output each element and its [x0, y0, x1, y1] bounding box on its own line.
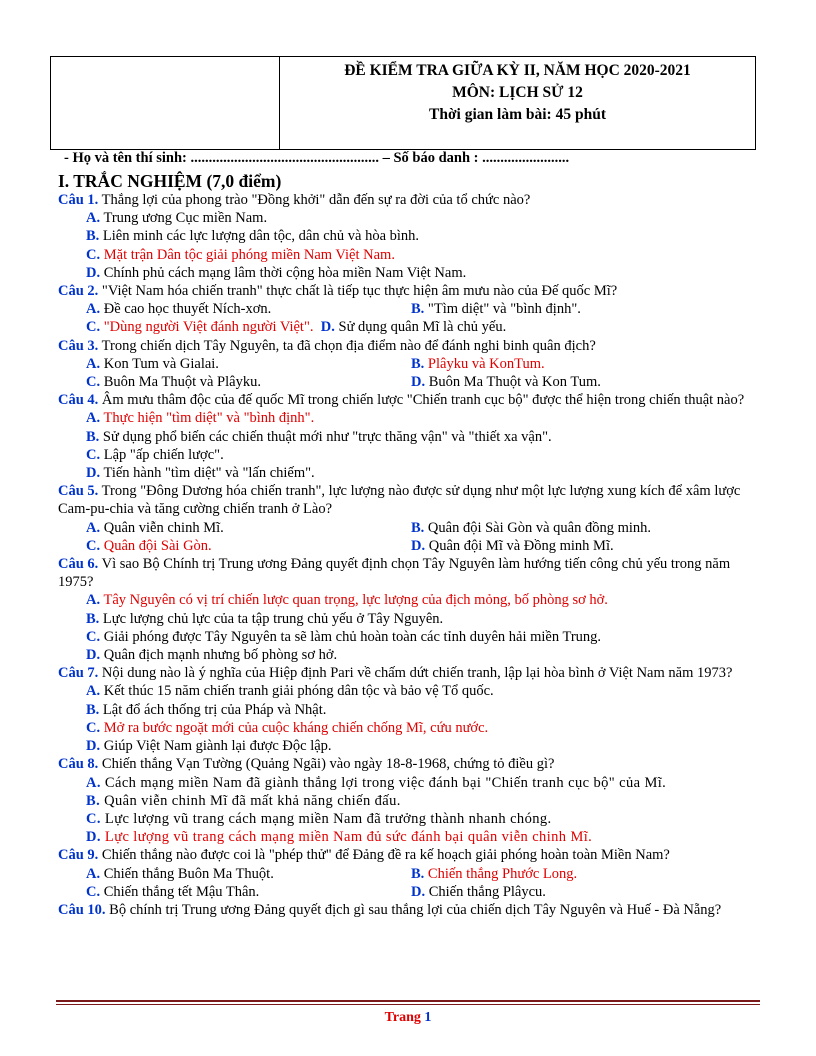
question-text: "Việt Nam hóa chiến tranh" thực chất là tiếp tục thực hiện âm mưu nào của Đế quốc Mĩ? — [98, 283, 618, 300]
page-label: Trang — [384, 1010, 425, 1025]
option-letter: D. — [86, 465, 101, 482]
option-letter: B. — [86, 428, 100, 445]
option-letter: D. — [86, 264, 101, 281]
option-text: Tiến hành "tìm diệt" và "lấn chiếm". — [100, 465, 315, 482]
option-text: Quân viễn chinh Mĩ đã mất khả năng chiến đấu. — [100, 792, 401, 809]
option — [86, 355, 411, 373]
option-text: Quân đội Sài Gòn. — [100, 537, 212, 554]
exam-title: ĐỀ KIỂM TRA GIỮA KỲ II, NĂM HỌC 2020-2021 — [344, 62, 691, 79]
option-letter: B. — [86, 228, 100, 245]
option-text: Mở ra bước ngoặt mới của cuộc kháng chiến chống Mĩ, cứu nước. — [100, 719, 489, 736]
option-text: Buôn Ma Thuột và Plâyku. — [100, 374, 261, 391]
option — [411, 300, 758, 318]
option-text: Kết thúc 15 năm chiến tranh giải phóng dân tộc và bảo vệ Tổ quốc. — [100, 683, 494, 700]
option-letter: A. — [86, 410, 101, 427]
option-text: Thực hiện "tìm diệt" và "bình định". — [100, 410, 315, 427]
option-correct — [58, 409, 758, 427]
option-text: Lực lượng vũ trang cách mạng miền Nam đã trưởng thành nhanh chóng. — [100, 810, 552, 827]
option-text: Quân đội Sài Gòn và quân đồng minh. — [424, 519, 652, 536]
option-row — [58, 865, 758, 883]
page-number-value: 1 — [424, 1010, 432, 1025]
option — [58, 628, 758, 646]
option-text: Giải phóng được Tây Nguyên ta sẽ làm chủ hoàn toàn các tỉnh duyên hải miền Trung. — [100, 628, 602, 645]
option-letter: A. — [86, 592, 101, 609]
option — [86, 883, 411, 901]
page-number — [0, 1010, 816, 1026]
option-text: Chiến thắng Plâycu. — [425, 883, 546, 900]
option-row — [58, 537, 758, 555]
question-6 — [58, 555, 758, 591]
question-4 — [58, 391, 758, 409]
option-row — [58, 519, 758, 537]
option — [58, 464, 758, 482]
option-letter: C. — [86, 446, 101, 463]
option-text: Quân viễn chinh Mĩ. — [100, 519, 224, 536]
option-text: Mặt trận Dân tộc giải phóng miền Nam Việt Nam. — [100, 246, 395, 263]
question-3 — [58, 337, 758, 355]
option — [411, 373, 758, 391]
option-text: Sử dụng quân Mĩ là chủ yếu. — [334, 319, 507, 336]
option-text: Quân địch mạnh nhưng bố phòng sơ hở. — [100, 647, 338, 664]
option — [86, 519, 411, 537]
option-row — [58, 318, 758, 336]
question-text: Bộ chính trị Trung ương Đảng quyết địch gì sau thắng lợi của chiến dịch Tây Nguyên và Huế - Đà Nẵng? — [105, 901, 722, 918]
option-letter: B. — [411, 301, 425, 318]
option-text: Chính phủ cách mạng lâm thời cộng hòa miền Nam Việt Nam. — [100, 264, 467, 281]
question-number: Câu 2. — [58, 283, 99, 300]
footer-rule — [56, 1000, 760, 1002]
option-text: Giúp Việt Nam giành lại được Độc lập. — [100, 738, 332, 755]
option-text: Liên minh các lực lượng dân tộc, dân chủ và hòa bình. — [99, 228, 420, 245]
question-2 — [58, 282, 758, 300]
option — [58, 737, 758, 755]
option-text: Kon Tum và Gialai. — [100, 355, 219, 372]
option-letter: B. — [86, 701, 100, 718]
question-number: Câu 4. — [58, 392, 99, 409]
option-correct — [58, 719, 758, 737]
option-text: "Tìm diệt" và "bình định". — [424, 301, 581, 318]
option-text: Chiến thắng Buôn Ma Thuột. — [100, 865, 274, 882]
time-line: Thời gian làm bài: 45 phút — [429, 106, 606, 123]
option-letter: A. — [86, 774, 101, 791]
option-letter: C. — [86, 537, 101, 554]
option — [58, 610, 758, 628]
option-correct — [411, 355, 758, 373]
option-letter: A. — [86, 355, 101, 372]
option-text: Chiến thắng tết Mậu Thân. — [100, 883, 260, 900]
question-9 — [58, 846, 758, 864]
option — [58, 682, 758, 700]
question-number: Câu 9. — [58, 847, 99, 864]
footer-rule-thin — [56, 1004, 760, 1005]
option-text: Lực lượng chủ lực của ta tập trung chủ yếu ở Tây Nguyên. — [99, 610, 444, 627]
option-letter: B. — [411, 519, 425, 536]
option-letter: D. — [411, 537, 426, 554]
question-text: Nội dung nào là ý nghĩa của Hiệp định Pari về chấm dứt chiến tranh, lập lại hòa bình ở Việt Nam năm 1973? — [98, 665, 733, 682]
option — [58, 646, 758, 664]
header-right-cell — [280, 57, 755, 149]
questions-list — [58, 191, 758, 919]
question-text: Thắng lợi của phong trào "Đồng khởi" dẫn đến sự ra đời của tổ chức nào? — [98, 192, 531, 208]
option-letter: C. — [86, 319, 101, 336]
option-text: Lực lượng vũ trang cách mạng miền Nam đủ sức đánh bại quân viễn chinh Mĩ. — [100, 829, 593, 846]
option-row — [58, 300, 758, 318]
option-letter: D. — [320, 319, 335, 336]
option — [86, 865, 411, 883]
option — [58, 774, 758, 792]
option-text: Tây Nguyên có vị trí chiến lược quan trọng, lực lượng của địch mỏng, bố phòng sơ hở. — [100, 592, 608, 609]
option-letter: D. — [86, 647, 101, 664]
option — [58, 227, 758, 245]
option-correct — [58, 246, 758, 264]
option-letter: D. — [411, 374, 426, 391]
option-text: Lật đổ ách thống trị của Pháp và Nhật. — [99, 701, 327, 718]
option — [411, 883, 758, 901]
option-letter: C. — [86, 883, 101, 900]
option-letter: D. — [86, 738, 101, 755]
option-letter: C. — [86, 810, 101, 827]
option-row — [58, 883, 758, 901]
question-text: Chiến thắng Vạn Tường (Quảng Ngãi) vào ngày 18-8-1968, chứng tỏ điều gì? — [98, 756, 555, 773]
option-letter: A. — [86, 519, 101, 536]
question-text: Trong chiến dịch Tây Nguyên, ta đã chọn địa điểm nào để đánh nghi binh quân địch? — [98, 337, 596, 354]
option-letter: A. — [86, 865, 101, 882]
option-text: Đề cao học thuyết Ních-xơn. — [100, 301, 272, 318]
question-number: Câu 6. — [58, 556, 99, 573]
option-letter: A. — [86, 683, 101, 700]
option — [58, 810, 758, 828]
section-title: I. TRẮC NGHIỆM (7,0 điểm) — [58, 171, 282, 191]
option-row — [58, 373, 758, 391]
option-text: Plâyku và KonTum. — [424, 355, 545, 372]
option-letter: B. — [86, 792, 101, 809]
question-7 — [58, 664, 758, 682]
option — [58, 701, 758, 719]
option-letter: C. — [86, 628, 101, 645]
question-number: Câu 5. — [58, 483, 99, 500]
option — [58, 209, 758, 227]
question-text: Vì sao Bộ Chính trị Trung ương Đảng quyết định chọn Tây Nguyên làm hướng tiến công chủ yếu trong năm 1975? — [58, 556, 731, 591]
question-text: Chiến thắng nào được coi là "phép thử" để Đảng đề ra kế hoạch giải phóng hoàn toàn Miền Nam? — [98, 847, 670, 864]
option-correct — [86, 537, 411, 555]
question-number: Câu 3. — [58, 337, 99, 354]
option-text: "Dùng người Việt đánh người Việt". — [100, 319, 314, 336]
option — [411, 519, 758, 537]
question-1 — [58, 191, 758, 209]
question-number: Câu 10. — [58, 901, 106, 918]
option-text: Sử dụng phổ biến các chiến thuật mới như "trực thăng vận" và "thiết xa vận". — [99, 428, 552, 445]
option-text: Quân đội Mĩ và Đồng minh Mĩ. — [425, 537, 614, 554]
option — [58, 792, 758, 810]
option — [86, 373, 411, 391]
option-letter: D. — [86, 829, 101, 846]
question-number: Câu 8. — [58, 756, 99, 773]
option-letter: C. — [86, 246, 101, 263]
option-text: Chiến thắng Phước Long. — [424, 865, 578, 882]
option-letter: A. — [86, 210, 101, 227]
header-left-cell — [51, 57, 280, 149]
question-text: Trong "Đông Dương hóa chiến tranh", lực lượng nào được sử dụng như một lực lượng xung kích để xâm lược Cam-pu-chia và tăng cường chiến tranh ở Lào? — [58, 483, 741, 518]
question-5 — [58, 482, 758, 518]
option-letter: C. — [86, 374, 101, 391]
question-10 — [58, 901, 758, 919]
option-text: Trung ương Cục miền Nam. — [100, 210, 268, 227]
option-correct — [58, 828, 758, 846]
option-text: Buôn Ma Thuột và Kon Tum. — [425, 374, 601, 391]
option-row — [58, 355, 758, 373]
option — [58, 264, 758, 282]
option — [58, 446, 758, 464]
exam-header-box — [50, 56, 756, 150]
option-letter: B. — [411, 355, 425, 372]
option-text: Lập "ấp chiến lược". — [100, 446, 224, 463]
option-letter: B. — [411, 865, 425, 882]
subject-line: MÔN: LỊCH SỬ 12 — [452, 84, 583, 101]
question-number: Câu 7. — [58, 665, 99, 682]
option-letter: C. — [86, 719, 101, 736]
option-letter: B. — [86, 610, 100, 627]
option — [58, 428, 758, 446]
question-text: Âm mưu thâm độc của đế quốc Mĩ trong chiến lược "Chiến tranh cục bộ" được thể hiện trong chiến thuật nào? — [98, 392, 745, 409]
option — [86, 300, 411, 318]
question-number: Câu 1. — [58, 192, 99, 208]
candidate-info-line: - Họ và tên thí sinh: .................................................... – Số báo danh : ........................ — [64, 150, 570, 166]
option-letter: D. — [411, 883, 426, 900]
option-correct — [58, 591, 758, 609]
option-correct — [411, 865, 758, 883]
option — [411, 537, 758, 555]
option-text: Cách mạng miền Nam đã giành thắng lợi trong việc đánh bại "Chiến tranh cục bộ" của Mĩ. — [100, 774, 667, 791]
option-letter: A. — [86, 301, 101, 318]
question-8 — [58, 755, 758, 773]
